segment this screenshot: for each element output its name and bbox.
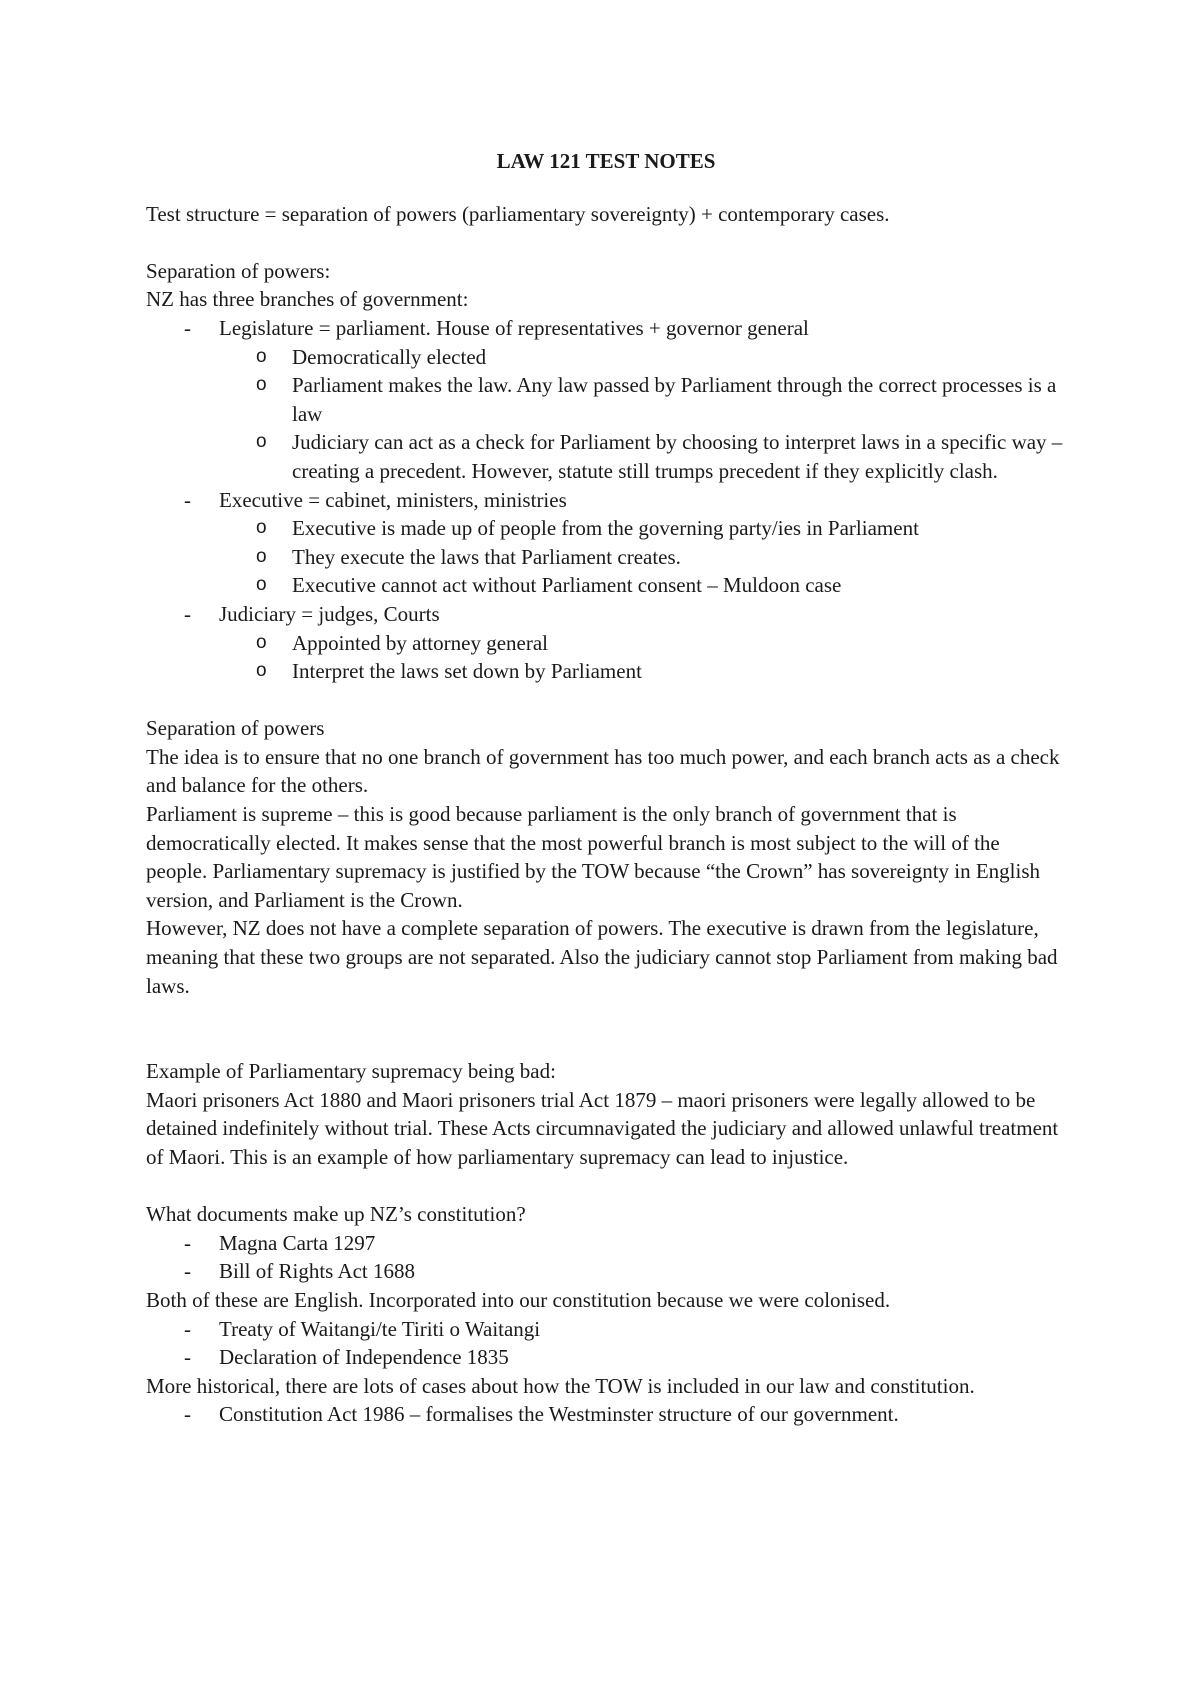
list-item [146, 543, 1066, 572]
sop2-paragraph: Parliament is supreme – this is good because parliament is the only branch of government that is democratically elected. It makes sense that the most powerful branch is most subject to the will of the people. Parliamentary supremacy is justified by the TOW because “the Crown” has sovereignty in English version, and Parliament is the Crown. [146, 802, 1041, 912]
o-bullet: o [256, 660, 267, 682]
point-text: They execute the laws that Parliament creates. [292, 544, 681, 569]
example-paragraph: Maori prisoners Act 1880 and Maori prisoners trial Act 1879 – maori prisoners were legally allowed to be detained indefinitely without trial. These Acts circumnavigated the judiciary and allowed unlawful treatment of Maori. This is an example of how parliamentary supremacy can lead to injustice. [146, 1087, 1059, 1169]
page-title: LAW 121 TEST NOTES [496, 149, 716, 173]
list-item [146, 571, 1066, 600]
point-text: Democratically elected [292, 344, 487, 369]
o-bullet: o [256, 545, 267, 567]
point-text: Judiciary can act as a check for Parliament by choosing to interpret laws in a specific way – creating a precedent. However, statute still trumps precedent if they explicitly clash. [292, 430, 1063, 483]
list-item [146, 428, 1066, 485]
constitution-english-list [146, 1229, 1066, 1286]
list-item [146, 600, 1066, 686]
sop2-heading: Separation of powers [146, 716, 325, 741]
list-item [146, 629, 1066, 658]
o-bullet: o [256, 631, 267, 653]
sub-list [146, 343, 1066, 486]
item-text: Treaty of Waitangi/te Tiriti o Waitangi [219, 1316, 541, 1341]
point-text: Appointed by attorney general [292, 630, 548, 655]
sop2-paragraph: However, NZ does not have a complete separation of powers. The executive is drawn from the legislature, meaning that these two groups are not separated. Also the judiciary cannot stop Parliament from making bad laws. [146, 916, 1058, 998]
item-text: Bill of Rights Act 1688 [219, 1259, 416, 1284]
dash-bullet: - [184, 487, 191, 512]
o-bullet: o [256, 374, 267, 396]
constitution-english-note: Both of these are English. Incorporated into our constitution because we were colonised. [146, 1287, 891, 1312]
list-item [146, 314, 1066, 486]
dash-bullet: - [184, 1230, 191, 1255]
list-item [146, 343, 1066, 372]
item-text: Magna Carta 1297 [219, 1230, 376, 1255]
dash-bullet: - [184, 1259, 191, 1284]
branch-label: Executive = cabinet, ministers, ministries [219, 487, 567, 512]
sop2-paragraph: The idea is to ensure that no one branch of government has too much power, and each branch acts as a check and balance for the others. [146, 744, 1060, 798]
constitution-historical-list [146, 1315, 1066, 1372]
list-item [146, 1229, 1066, 1258]
spacer [146, 1172, 1066, 1201]
constitution-heading: What documents make up NZ’s constitution? [146, 1202, 526, 1227]
item-text: Declaration of Independence 1835 [219, 1345, 509, 1370]
o-bullet: o [256, 517, 267, 539]
spacer [146, 1000, 1066, 1057]
point-text: Executive cannot act without Parliament consent – Muldoon case [292, 573, 842, 598]
point-text: Interpret the laws set down by Parliament [292, 659, 642, 684]
list-item [146, 486, 1066, 600]
list-item [146, 1315, 1066, 1344]
point-text: Parliament makes the law. Any law passed by Parliament through the correct processes is a law [292, 373, 1057, 426]
o-bullet: o [256, 431, 267, 453]
list-item [146, 1343, 1066, 1372]
sub-list [146, 514, 1066, 600]
dash-bullet: - [184, 1402, 191, 1427]
branches-list [146, 314, 1066, 686]
list-item [146, 657, 1066, 686]
intro-text: Test structure = separation of powers (parliamentary sovereignty) + contemporary cases. [146, 201, 890, 226]
constitution-historical-note: More historical, there are lots of cases about how the TOW is included in our law and constitution. [146, 1373, 975, 1398]
sub-list [146, 629, 1066, 686]
sop-heading: Separation of powers: [146, 258, 331, 283]
example-heading: Example of Parliamentary supremacy being bad: [146, 1059, 556, 1084]
o-bullet: o [256, 345, 267, 367]
spacer [146, 686, 1066, 715]
dash-bullet: - [184, 1345, 191, 1370]
document-body [146, 147, 1066, 1429]
branch-label: Judiciary = judges, Courts [219, 601, 440, 626]
o-bullet: o [256, 574, 267, 596]
constitution-modern-list [146, 1400, 1066, 1429]
list-item [146, 1257, 1066, 1286]
point-text: Executive is made up of people from the governing party/ies in Parliament [292, 516, 919, 541]
dash-bullet: - [184, 315, 191, 340]
list-item [146, 371, 1066, 428]
list-item [146, 514, 1066, 543]
dash-bullet: - [184, 1316, 191, 1341]
list-item [146, 1400, 1066, 1429]
branch-label: Legislature = parliament. House of representatives + governor general [219, 315, 809, 340]
dash-bullet: - [184, 601, 191, 626]
branches-intro: NZ has three branches of government: [146, 287, 469, 312]
spacer [146, 228, 1066, 257]
item-text: Constitution Act 1986 – formalises the Westminster structure of our government. [219, 1402, 899, 1427]
